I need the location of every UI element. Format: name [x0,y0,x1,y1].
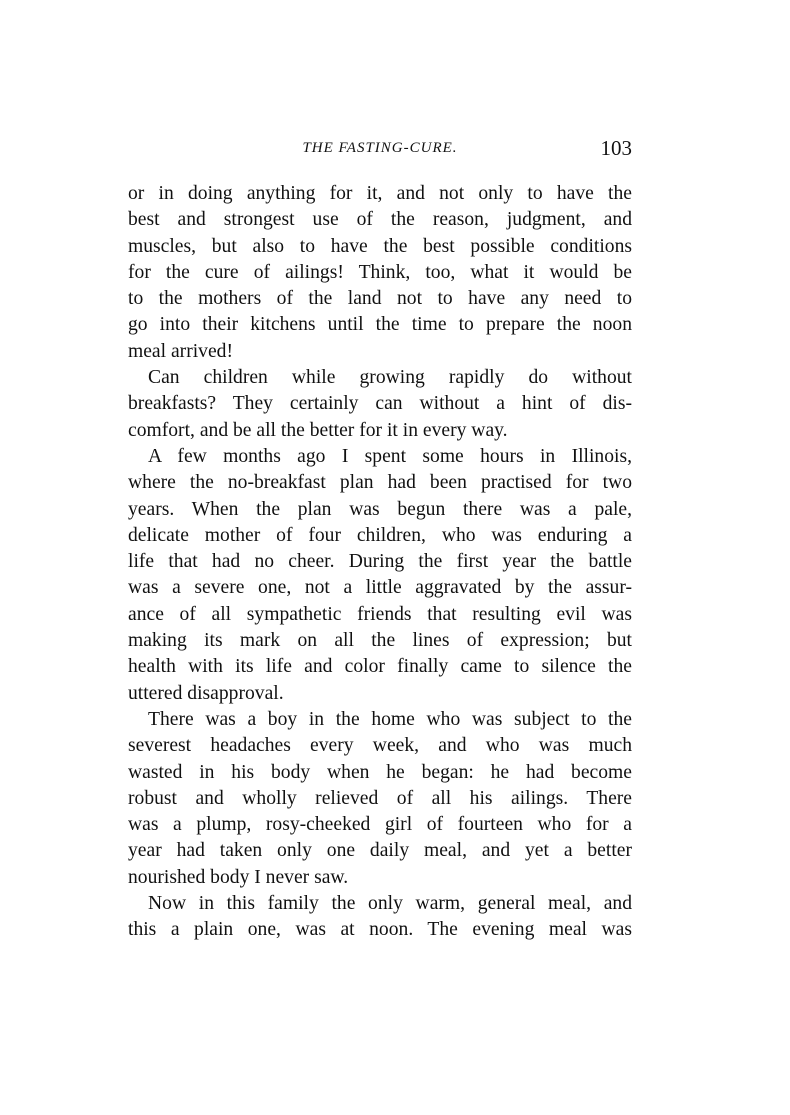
page-number: 103 [600,136,632,160]
text-line: There was a boy in the home who was subject to the [148,708,632,730]
paragraph [128,444,632,707]
text-line: A few months ago I spent some hours in Illinois, [148,445,632,467]
text-line: go into their kitchens until the time to prepare the noon [128,314,632,336]
paragraph [128,181,632,365]
paragraph [128,365,632,444]
text-line: life that had no cheer. During the first year the battle [128,551,632,573]
text-line: delicate mother of four children, who was enduring a [128,524,632,546]
text-line: or in doing anything for it, and not only to have the [128,183,632,204]
text-line: meal arrived! [128,340,233,362]
text-line: year had taken only one daily meal, and yet a better [128,840,632,862]
text-line: nourished body I never saw. [128,866,349,888]
text-line: comfort, and be all the better for it in every way. [128,419,508,441]
text-line: making its mark on all the lines of expression; but [128,630,632,652]
text-line: where the no-breakfast plan had been practised for two [128,472,632,494]
text-line: to the mothers of the land not to have any need to [128,288,632,310]
page-body [128,181,632,944]
text-line: was a plump, rosy-cheeked girl of fourteen who for a [128,814,632,836]
text-line: was a severe one, not a little aggravated by the assur- [128,577,632,599]
text-line: health with its life and color finally came to silence the [128,656,632,678]
text-line: robust and wholly relieved of all his ailings. There [128,787,632,809]
text-line: severest headaches every week, and who was much [128,735,632,757]
text-line: Now in this family the only warm, general meal, and [148,893,632,915]
text-line: best and strongest use of the reason, judgment, and [128,209,632,231]
text-line: years. When the plan was begun there was a pale, [128,498,632,520]
text-line: muscles, but also to have the best possible conditions [128,235,632,257]
text-line: this a plain one, was at noon. The evening meal was [128,919,632,941]
running-title: THE FASTING-CURE. [302,140,458,156]
text-line: Can children while growing rapidly do without [148,367,632,389]
text-line: uttered disapproval. [128,682,284,704]
page-header [128,136,632,164]
paragraph [128,891,632,944]
paragraph [128,707,632,891]
text-line: breakfasts? They certainly can without a hint of dis- [128,393,632,415]
text-line: ance of all sympathetic friends that resulting evil was [128,603,632,625]
text-line: wasted in his body when he began: he had become [128,761,632,783]
text-line: for the cure of ailings! Think, too, what it would be [128,261,632,283]
